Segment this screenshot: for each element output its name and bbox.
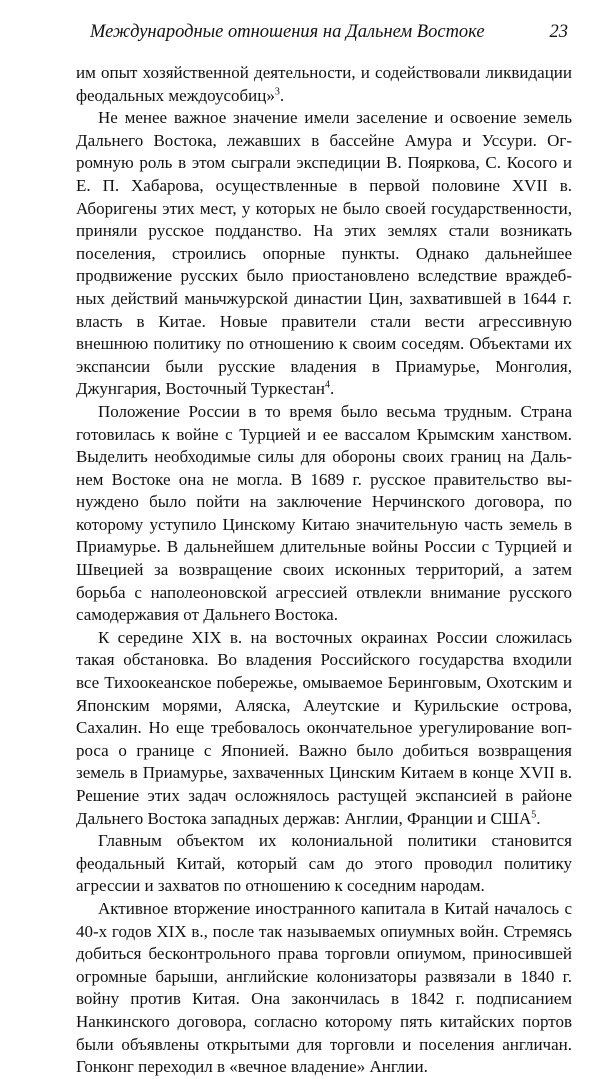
running-header [76, 20, 572, 44]
paragraph: Главным объектом их колониальной политики становится феодальный Китай, который сам до этого проводил политику агрессии и захватов по отношению к соседним народам. [76, 831, 572, 896]
paragraph: Положение России в то время было весьма трудным. Страна готовилась к войне с Турцией и ее вассалом Крымским ханством. Выделить необходимые силы для обороны своих границ на Дальнем Востоке она не могла. В 1689 г. русское правительство вынуждено было пойти на заключение Нерчинского договора, по которому уступило Цинскому Китаю значительную часть земель в Приамурье. В дальнейшем длительные войны России с Турцией и Швецией за возвращение своих исконных территорий, а затем борьба с наполеоновской агрессией отвлекли внимание русского самодержавия от Дальнего Востока. [76, 401, 572, 625]
page-number: 23 [549, 22, 568, 42]
footnote-ref: 5 [531, 808, 537, 820]
book-page [76, 20, 572, 1079]
paragraph: Активное вторжение иностранного капитала в Китай началось с 40-х годов XIX в., после так называемых опиумных войн. Стремясь добиться бесконтрольного права торговли опиумом, приносившей огромные барыши, английские колонизаторы развязали в 1840 г. войну против Китая. Она закончилась в 1842 г. подписанием Нанкинского договора, согласно которому пять китайских портов были объявлены открытыми для торговли и поселения англичан. Гонконг переходил в «вечное владение» Англии. [76, 898, 572, 1077]
footnote-ref: 3 [274, 85, 280, 97]
paragraph: им опыт хозяйственной деятельности, и содействовали ликвидации феодальных междоусобиц»$^3$. [76, 63, 572, 105]
footnote-ref: 4 [325, 379, 331, 391]
paragraph: Не менее важное значение имели заселение и освоение земель Дальнего Востока, лежавших в бассейне Амура и Уссури. Огромную роль в этом сыграли экспедиции В. Пояркова, С. Косого и Е. П. Хабарова, осуществленные в первой половине XVII в. Аборигены этих мест, у которых не было своей государственности, приняли русское подданство. На этих землях стали возникать поселения, строились опорные пункты. Однако дальнейшее продвижение русских было приостановлено вследствие враждебных действий маньчжурской династии Цин, захватившей в 1644 г. власть в Китае. Новые правители стали вести агрессивную внешнюю политику по отношению к своим соседям. Объектами их экспансии были русские владения в Приамурье, Монголия, Джунгария, Восточный Туркестан$^4$. [76, 108, 572, 399]
paragraph: К середине XIX в. на восточных окраинах России сложилась такая обстановка. Во владения Российского государства входили все Тихоокеанское побережье, омываемое Беринговым, Охотским и Японским морями, Аляска, Алеутские и Курильские острова, Сахалин. Но еще требовалось окончательное урегулирование вопроса о границе с Японией. Важно было добиться возвращения земель в Приамурье, захваченных Цинским Китаем в конце XVII в. Решение этих задач осложнялось растущей экспансией в районе Дальнего Востока западных держав: Англии, Франции и США$^5$. [76, 627, 572, 828]
running-title: Международные отношения на Дальнем Востоке [90, 22, 485, 42]
body-text [76, 62, 572, 1079]
